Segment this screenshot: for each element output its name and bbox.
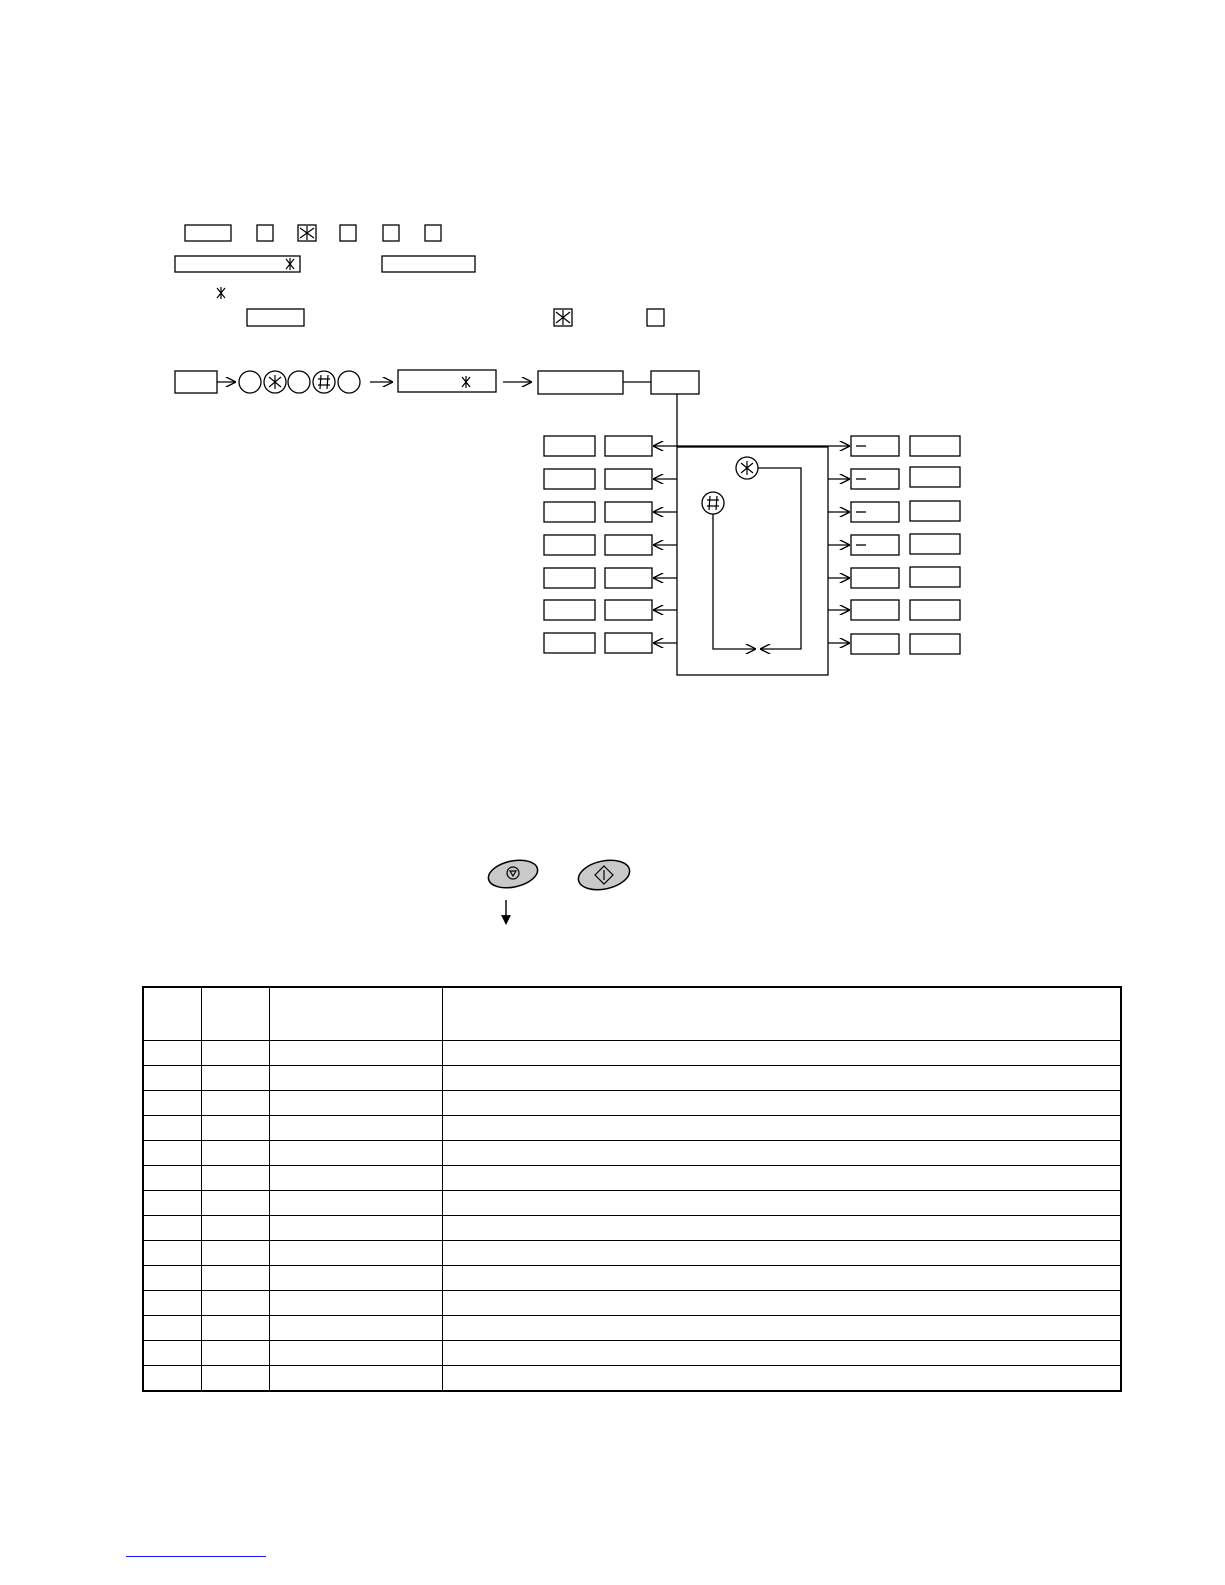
table-cell — [143, 1266, 201, 1291]
table-row — [143, 1316, 1121, 1341]
right-options — [828, 436, 960, 654]
key-box — [383, 225, 399, 241]
asterisk-key-icon — [298, 225, 316, 241]
key-sequence-row — [185, 225, 441, 241]
option-row — [544, 469, 677, 489]
display-example-row — [175, 256, 475, 272]
table-cell — [143, 1216, 201, 1241]
key-box — [647, 309, 664, 326]
note-row — [247, 309, 664, 326]
key-box — [425, 225, 441, 241]
table-cell — [201, 1091, 269, 1116]
function-key-box — [185, 225, 231, 241]
table-cell — [269, 1066, 442, 1091]
table-cell — [442, 1066, 1121, 1091]
start-key-icon — [576, 856, 633, 894]
asterisk-key-icon — [736, 457, 758, 479]
option-row — [828, 534, 960, 555]
code-table-wrapper — [142, 986, 1122, 1392]
display-box — [382, 256, 475, 272]
table-cell — [442, 1341, 1121, 1366]
table-cell — [442, 1266, 1121, 1291]
table-cell — [269, 1291, 442, 1316]
table-row — [143, 1266, 1121, 1291]
table-cell — [201, 1291, 269, 1316]
table-cell — [442, 1366, 1121, 1392]
table-cell — [269, 1041, 442, 1066]
option-row — [828, 634, 960, 654]
table-row — [143, 1091, 1121, 1116]
table-cell — [442, 1041, 1121, 1066]
option-row — [544, 436, 677, 456]
table-cell — [201, 1116, 269, 1141]
table-cell — [269, 1091, 442, 1116]
table-cell — [201, 1141, 269, 1166]
table-row — [143, 1341, 1121, 1366]
table-row — [143, 1241, 1121, 1266]
table-cell — [442, 1116, 1121, 1141]
table-cell — [143, 1191, 201, 1216]
table-cell — [143, 1366, 201, 1392]
table-row — [143, 1191, 1121, 1216]
option-row — [544, 535, 677, 555]
column-header — [143, 987, 201, 1041]
table-cell — [269, 1216, 442, 1241]
table-cell — [201, 1366, 269, 1392]
table-row — [143, 1141, 1121, 1166]
table-cell — [143, 1316, 201, 1341]
table-cell — [442, 1241, 1121, 1266]
table-cell — [442, 1091, 1121, 1116]
table-cell — [143, 1241, 201, 1266]
table-cell — [201, 1166, 269, 1191]
table-cell — [442, 1141, 1121, 1166]
table-cell — [201, 1191, 269, 1216]
table-cell — [269, 1116, 442, 1141]
table-cell — [269, 1341, 442, 1366]
table-cell — [201, 1241, 269, 1266]
left-options — [544, 436, 677, 653]
table-cell — [143, 1091, 201, 1116]
code-table — [142, 986, 1122, 1392]
stop-key-icon — [486, 856, 540, 892]
hash-key-icon — [313, 371, 335, 393]
table-cell — [143, 1141, 201, 1166]
key-circle — [338, 371, 360, 393]
table-cell — [143, 1116, 201, 1141]
table-header-row — [143, 987, 1121, 1041]
column-header — [269, 987, 442, 1041]
selection-loop — [677, 446, 828, 675]
option-row — [544, 502, 677, 522]
table-row — [143, 1166, 1121, 1191]
table-cell — [201, 1041, 269, 1066]
function-key-box — [247, 309, 304, 326]
table-cell — [442, 1316, 1121, 1341]
table-cell — [143, 1041, 201, 1066]
table-cell — [442, 1191, 1121, 1216]
table-cell — [201, 1266, 269, 1291]
asterisk-key-icon — [554, 309, 572, 326]
option-row — [828, 600, 960, 620]
hash-key-icon — [702, 492, 724, 514]
table-cell — [143, 1066, 201, 1091]
table-row — [143, 1291, 1121, 1316]
table-cell — [201, 1316, 269, 1341]
flow-start-box — [175, 371, 217, 393]
display-box — [398, 370, 496, 392]
table-cell — [269, 1166, 442, 1191]
display-box — [538, 371, 623, 394]
table-cell — [442, 1216, 1121, 1241]
table-row — [143, 1041, 1121, 1066]
table-cell — [201, 1066, 269, 1091]
table-row — [143, 1066, 1121, 1091]
table-cell — [143, 1166, 201, 1191]
table-cell — [269, 1366, 442, 1392]
key-circle — [288, 371, 310, 393]
key-circle — [239, 371, 261, 393]
table-row — [143, 1366, 1121, 1392]
footer-link-rule — [126, 1556, 266, 1557]
option-row — [828, 467, 960, 489]
column-header — [442, 987, 1121, 1041]
asterisk-mark-icon — [217, 287, 225, 299]
loop-frame — [677, 447, 828, 675]
table-cell — [269, 1141, 442, 1166]
table-cell — [201, 1216, 269, 1241]
display-box — [175, 256, 300, 272]
table-cell — [269, 1316, 442, 1341]
menu-box — [651, 371, 699, 394]
column-header — [201, 987, 269, 1041]
option-row — [828, 436, 960, 456]
table-row — [143, 1116, 1121, 1141]
table-cell — [269, 1241, 442, 1266]
key-box — [257, 225, 273, 241]
table-cell — [442, 1166, 1121, 1191]
table-cell — [269, 1191, 442, 1216]
table-cell — [201, 1341, 269, 1366]
asterisk-key-icon — [264, 371, 286, 393]
table-cell — [143, 1341, 201, 1366]
table-cell — [143, 1291, 201, 1316]
table-row — [143, 1216, 1121, 1241]
option-row — [828, 501, 960, 522]
option-row — [544, 568, 677, 588]
option-row — [544, 600, 677, 620]
key-box — [340, 225, 356, 241]
table-cell — [442, 1291, 1121, 1316]
option-row — [828, 567, 960, 588]
table-cell — [269, 1266, 442, 1291]
option-row — [544, 633, 677, 653]
table-body — [143, 1041, 1121, 1392]
